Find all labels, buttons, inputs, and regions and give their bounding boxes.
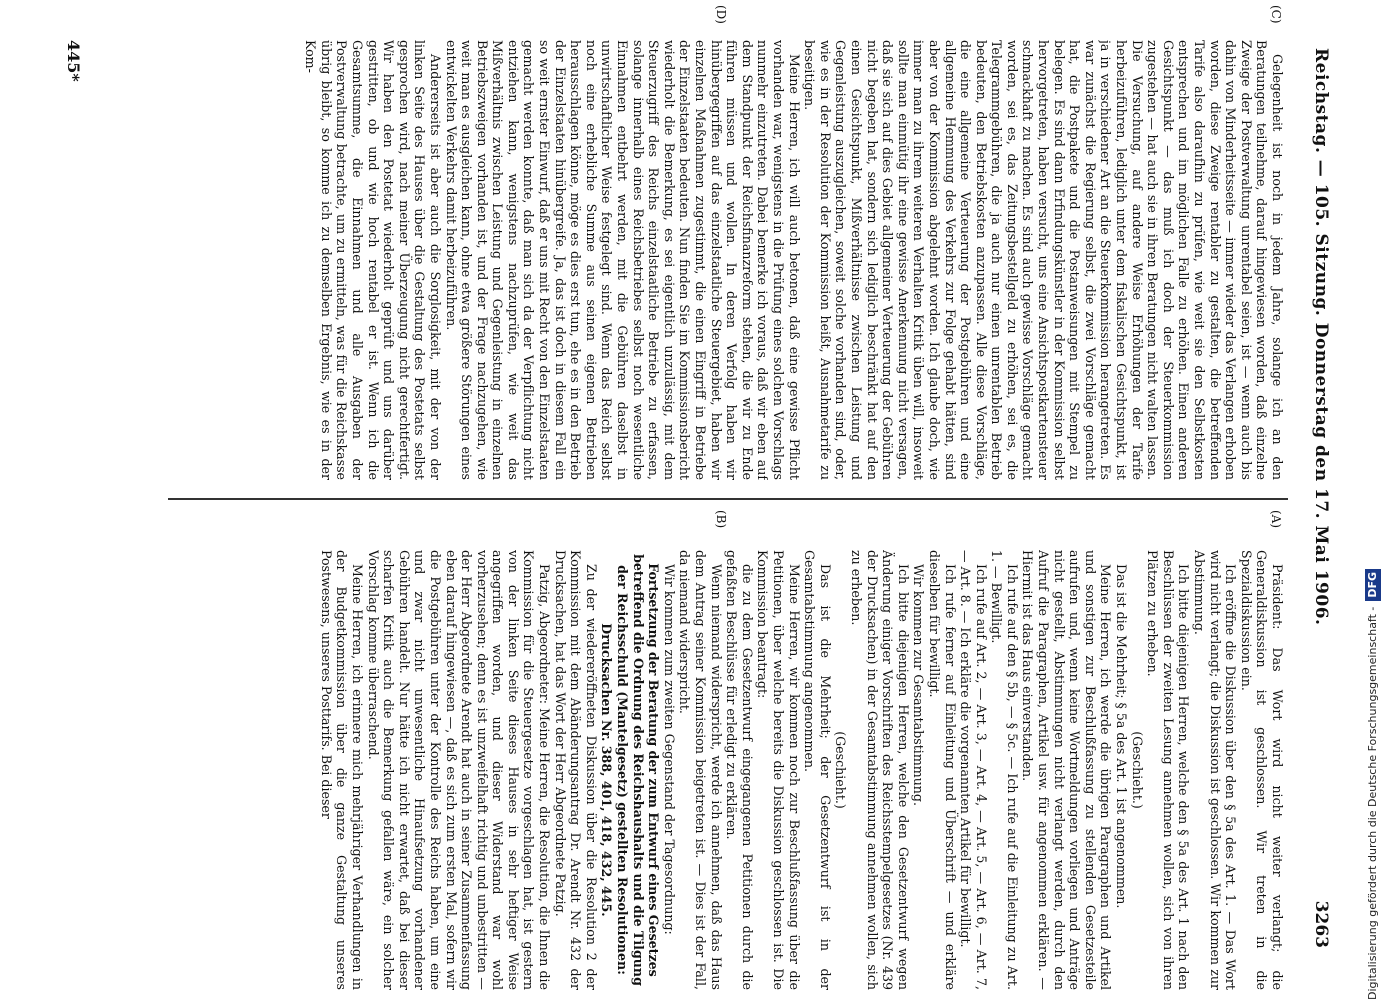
paragraph: Meine Herren, ich will auch betonen, daß eine gewisse Pflicht vorhanden war, wenigstens in die Prüfung eines solchen Vorschlags nunmehr einzutreten. Dabei bemerke ich voraus, daß wir eben auf dem Standpunkt der Reichsfinanzreform stehen, die wir zu Ende führen müssen und wollen. In deren Verfolg haben wir hinübergegriffen auf das einzelstaatliche Steuergebiet, haben wir einzelnen Maßnahmen zugestimmt, die einen Eingriff in Betriebe der Einzelstaaten bedeuten. Nun finden Sie im Kommissionsbericht wiederholt die Bemerkung, es sei eigentlich unzulässig, mit dem Steuerzugriff des Reichs einzelstaatliche Betriebe zu erfassen, solange innerhalb eines Reichsbetriebes selbst noch wesentliche Einnahmen entbehrt werden, mit die Gebühren daselbst in unwirtschaftlicher Weise festgelegt sind. Wenn das Reich selbst noch eine erhebliche Summe aus seinen eigenen Betrieben herausschlagen könne, möge es dies erst tun, ehe es in den Betrieb der Einzelstaaten hinübergreife. Ja, das ist doch in diesem Fall ein so weit ernster Einwurf, daß er uns mit Recht von den Einzelstaaten gemacht werden konnte, daß man sich da der Verpflichtung nicht entziehen kann, wenigstens nachzuprüfen, wie weit das Mißverhältnis zwischen Leistung und Gegenleistung in einzelnen Betriebszweigen vorhanden ist, und der Frage nachzugehen, wie weit man es ausgleichen kann, ohne etwa größere Störungen eines entwickelten Verkehrs damit herbeizuführen. — [443, 40, 802, 480]
paragraph: Meine Herren, wir kommen noch zur Beschlußfassung über die Petitionen, über welche bereits die Diskussion geschlossen ist. Die Kommission beantragt: — [755, 550, 802, 990]
paragraph: Wir kommen zum zweiten Gegenstand der Tagesordnung: — [661, 564, 677, 935]
margin-marker-a: (A) — [1269, 510, 1283, 529]
paragraph: Ich rufe auf den § 5b, — § 5c. — Ich rufe auf die Einleitung zu Art. 1. — Bewilligt. — [989, 550, 1020, 990]
paragraph: Wenn niemand widerspricht, werde ich annehmen, daß das Haus dem Antrag seiner Kommission beigetreten ist. — Dies ist der Fall, da niemand widerspricht. — [677, 550, 724, 990]
digitization-note-text: Digitalisierung gefördert durch die Deutsche Forschungsgemeinschaft - — [1366, 606, 1379, 1000]
paragraph: Wir kommen zur Gesamtabstimmung. — [911, 564, 927, 806]
stage-direction: (Geschieht.) — [833, 731, 849, 809]
paragraph: Andererseits ist aber auch die Sorglosigkeit, mit der von der linken Seite des Hauses über die Gestaltung des Postetats selbst gesprochen wird, nach meiner Überzeugung nicht gerechtfertigt. Wir haben den Postetat wiederholt geprüft und uns darüber gestritten, ob und wie hoch rentabel er ist. Wenn ich die Gesamtsumme, die Einnahmen und alle Ausgaben der Postverwaltung betrachte, um zu ermitteln, was für die Reichskasse übrig bleibt, so komme ich zu demselben Ergebnis, wie es in der Kom- — [303, 40, 443, 480]
paragraph: Das ist die Mehrheit; der Gesetzentwurf ist in der Gesamtabstimmung angenommen. — [802, 550, 833, 990]
digitization-note — [1363, 0, 1383, 1000]
stage-direction: (Geschieht.) — [1129, 731, 1145, 809]
paragraph: Präsident: Das Wort wird nicht weiter verlangt; die Generaldiskussion ist geschlossen. Wir treten in die Spezialdiskussion ein. — [1238, 550, 1285, 990]
paragraph: Meine Herren, ich erinnere mich mehrjähriger Verhandlungen in der Budgetkommission über die ganze Gestaltung unseres Postwesens, unseres Posttarifs. Bei dieser — [318, 550, 365, 990]
page-header — [1303, 30, 1333, 970]
page-header-title: Reichstag. — 105. Sitzung. Donnerstag den 17. Mai 1906. — [1311, 48, 1331, 626]
page-number: 3263 — [1311, 900, 1331, 948]
margin-marker-b: (B) — [714, 510, 728, 529]
column-divider — [168, 498, 1288, 500]
paragraph: Ich rufe auf Art. 2, — Art. 3, — Art. 4, — Art. 5, — Art. 6, — Art. 7, — Art. 8. — Ich erkläre die vorgenannten Artikel für bewilligt. — [958, 550, 989, 990]
text-column-left — [135, 550, 1285, 990]
paragraph: Das ist die Mehrheit; § 5a des Art. 1 ist angenommen. — [1114, 564, 1130, 909]
paragraph: Ich rufe ferner auf Einleitung und Überschrift — und erkläre dieselben für bewilligt. — [926, 550, 958, 990]
agenda-item-heading: Fortsetzung der Beratung der zum Entwurf eines Gesetzes betreffend die Ordnung des Reichshaushalts und die Tilgung der Reichsschuld (Mantelgesetz) gestellten Resolutionen: Drucksachen Nr. 388, 401, 418, 432, 445. — [599, 554, 662, 986]
paragraph: die zu dem Gesetzentwurf eingegangenen Petitionen durch die gefaßten Beschlüsse für erledigt zu erklären. — [724, 550, 755, 990]
margin-marker-d: (D) — [714, 5, 728, 24]
paragraph: Gelegenheit ist noch in jedem Jahre, solange ich an den Beratungen teilnehme, darauf hingewiesen worden, daß einzelne Zweige der Postverwaltung unrentabel seien, ist — wenn auch bis dahin von Minderheitsseite — immer wieder das Verlangen erhoben worden, diese Zweige rentabler zu gestalten, die betreffenden Tarife also daraufhin zu prüfen, wie weit sie den Selbstkosten entsprechen und im möglichen Falle zu erhöhen. Einen anderen Gesichtspunkt — das muß ich doch der Steuerkommission zugestehen — hat auch sie in ihren Beratungen nicht walten lassen. Die Versuchung, auf andere Weise Erhöhungen der Tarife herbeizuführen, lediglich unter dem fiskalischen Gesichtspunkt, ist ja in verschiedener Art an die Steuerkommission herangetreten. Es war zunächst die Regierung selbst, die zwei Vorschläge gemacht hat, die Postpakete und die Postanweisungen mit Stempel zu belegen. Es sind dann Erfindungskünstler in der Kommission selbst hervorgetreten, haben versucht, uns eine Ansichtspostkartensteuer schmackhaft zu machen. Es sind auch gewisse Vorschläge gemacht worden, sei es, das Zeitungsbestellgeld zu erhöhen, sei es, die Telegrammgebühren, die ja auch nur einen unrentablen Betrieb bedeuten, den Betriebskosten anzupassen. Alle diese Vorschläge, die eine allgemeine Verteuerung der Postgebühren und eine allgemeine Hemmung des Verkehrs zur Folge gehabt hätten, sind aber von der Kommission abgelehnt worden. Ich glaube doch, wie immer man zu ihrem weiteren Verhalten Kritik üben will, insoweit sollte man einmütig ihr eine gewisse Anerkennung nicht versagen, daß sie sich auf dies Gebiet allgemeiner Verteuerung der Gebühren nicht begeben hat, sondern sich lediglich beschränkt hat auf den einen Gesichtspunkt, Mißverhältnisse zwischen Leistung und Gegenleistung auszugleichen, soweit solche vorhanden sind, oder, wie es in der Resolution der Kommission heißt, Ausnahmetarife zu beseitigen. — [802, 40, 1285, 480]
paragraph: Ich bitte diejenigen Herren, welche den § 5a des Art. 1 nach den Beschlüssen der zweiten Lesung annehmen wollen, sich von ihren Plätzen zu erheben. — [1145, 550, 1192, 990]
paragraph: Meine Herren, ich werde die übrigen Paragraphen und Artikel und sonstigen zur Beschlußfassung zu stellenden Gesetzesteile aufrufen und, wenn keine Wortmeldungen vorliegen und Anträge nicht gestellt, Abstimmungen nicht verlangt werden, durch den Aufruf die Paragraphen, Artikel usw. für angenommen erklären. — Hiermit ist das Haus einverstanden. — [1020, 550, 1114, 990]
paragraph: Ich bitte diejenigen Herren, welche den Gesetzentwurf wegen Änderung einiger Vorschriften des Reichsstempelgesetzes (Nr. 439 der Drucksachen) in der Gesamtabstimmung annehmen wollen, sich zu erheben. — [848, 550, 911, 990]
paragraph: Patzig, Abgeordneter: Meine Herren, die Resolution, die Ihnen die Kommission für die Steuergesetze vorgeschlagen hat, ist gestern von der linken Seite dieses Hauses in sehr heftiger Weise angegriffen worden, und dieser Widerstand war wohl vorherzusehen; denn es ist unzweifelhaft richtig und unbestritten — der Herr Abgeordnete Arendt hat auch in seiner Zusammenfassung eben darauf hingewiesen —, daß es sich zum ersten Mal, sofern wir die Postgebühren unter der Kontrolle des Reichs haben, um eine und zwar nicht unwesentliche Hinaufsetzung vorhandener Gebühren handelt. Nur hätte ich nicht erwartet, daß bei dieser scharfen Kritik auch die Bemerkung gefallen wäre, ein solcher Vorschlag komme überraschend. — [365, 550, 553, 990]
paragraph: Zu der wiedereröffneten Diskussion über die Resolution 2 der Kommission mit dem Abänderungsantrag Dr. Arendt Nr. 432 der Drucksachen, hat das Wort der Herr Abgeordnete Patzig. — [552, 550, 599, 990]
paragraph: Ich eröffne die Diskussion über den § 5a des Art. 1. — Das Wort wird nicht verlangt; die Diskussion ist geschlossen. Wir kommen zur Abstimmung. — [1192, 550, 1239, 990]
page-footer-signature: 445* — [64, 40, 83, 82]
text-column-right — [135, 40, 1285, 480]
margin-marker-c: (C) — [1269, 5, 1283, 24]
dfg-logo: DFG — [1365, 569, 1381, 601]
